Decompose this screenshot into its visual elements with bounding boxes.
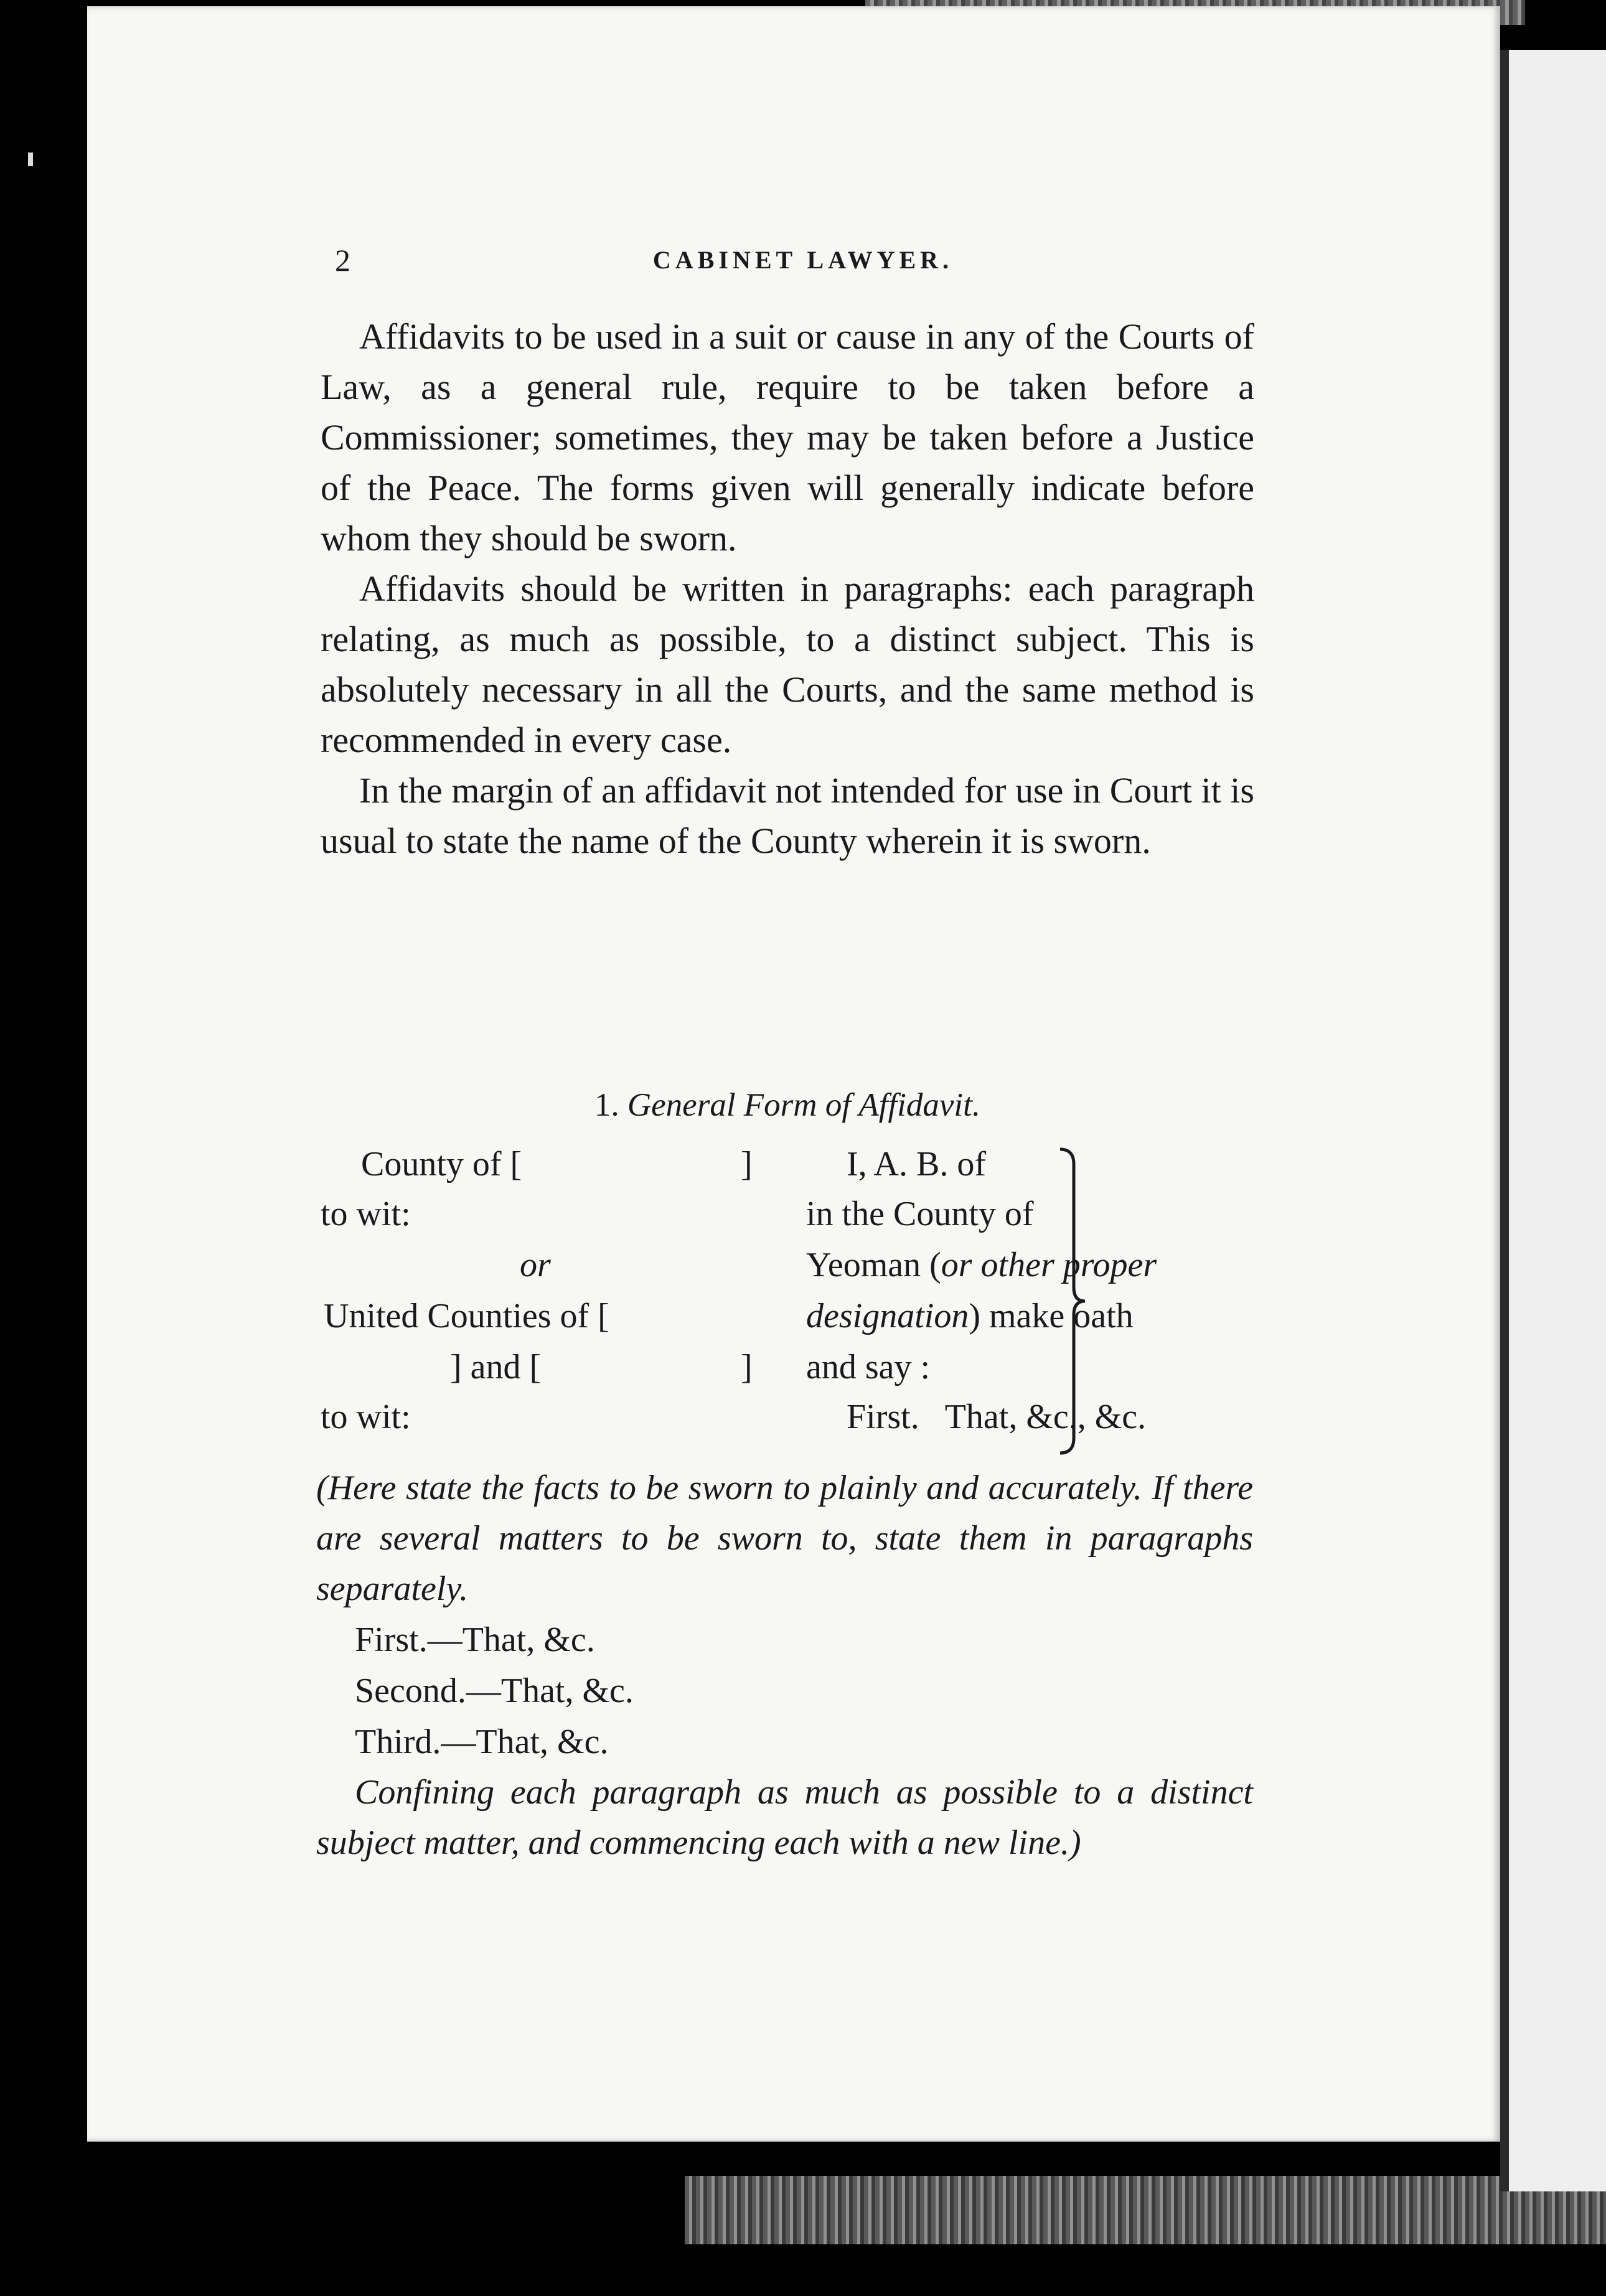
venue-bracket-close: ] <box>741 1145 753 1183</box>
page-number: 2 <box>335 243 350 278</box>
instruction-intro: (Here state the facts to be sworn to plainly and accurately. If there are several matters to be sworn to, state them in paragraphs separately. <box>316 1469 1253 1608</box>
paragraph: In the margin of an affidavit not intended for use in Court it is usual to state the name of the County wherein it is sworn. <box>321 770 1254 861</box>
list-item: Third.—That, &c. <box>355 1723 609 1761</box>
scan-speck <box>28 153 33 166</box>
list-item: First.—That, &c. <box>355 1621 595 1659</box>
paragraph: Affidavits should be written in paragraphs: each paragraph relating, as much as possible, to a distinct subject. This is absolutely necessary in all the Courts, and the same method is recommended in every case. <box>321 568 1254 760</box>
page-header <box>249 242 1257 279</box>
form-title: General Form of Affidavit. <box>627 1087 981 1123</box>
list-item: Second.—That, &c. <box>355 1672 634 1710</box>
deponent-designation: designation) make oath <box>806 1297 1134 1335</box>
deponent-oath: and say : <box>806 1348 931 1386</box>
venue-bracket-close: ] <box>741 1348 753 1386</box>
affidavit-caption <box>321 1139 1254 1451</box>
body-text <box>321 311 1254 866</box>
venue-to-wit: to wit: <box>321 1398 411 1436</box>
venue-and: ] and [ <box>450 1348 542 1386</box>
venue-or: or <box>520 1246 551 1284</box>
first-statement: First. That, &c., &c. <box>847 1398 1147 1436</box>
deponent-occupation: Yeoman (or other proper <box>806 1246 1157 1284</box>
form-heading <box>321 1080 1254 1130</box>
instruction-closing: Confining each paragraph as much as possible to a distinct subject matter, and commencing each with a new line.) <box>316 1773 1253 1862</box>
scan-edge-bottom <box>685 2176 1606 2244</box>
deponent-line: I, A. B. of <box>847 1145 986 1183</box>
running-title: CABINET LAWYER. <box>652 246 954 274</box>
form-number: 1. <box>594 1087 619 1123</box>
deponent-county: in the County of <box>806 1195 1034 1233</box>
venue-to-wit: to wit: <box>321 1195 411 1233</box>
paragraph: Affidavits to be used in a suit or cause in any of the Courts of Law, as a general rule, require to be taken before a Commissioner; sometimes, they may be taken before a Justice of the Peace. The forms given will generally indicate before whom they should be sworn. <box>321 316 1254 558</box>
instructions <box>316 1463 1253 1868</box>
venue-united-counties: United Counties of [ <box>324 1297 609 1335</box>
adjacent-page-edge <box>1500 50 1606 2191</box>
venue-county: County of [ <box>361 1145 522 1183</box>
